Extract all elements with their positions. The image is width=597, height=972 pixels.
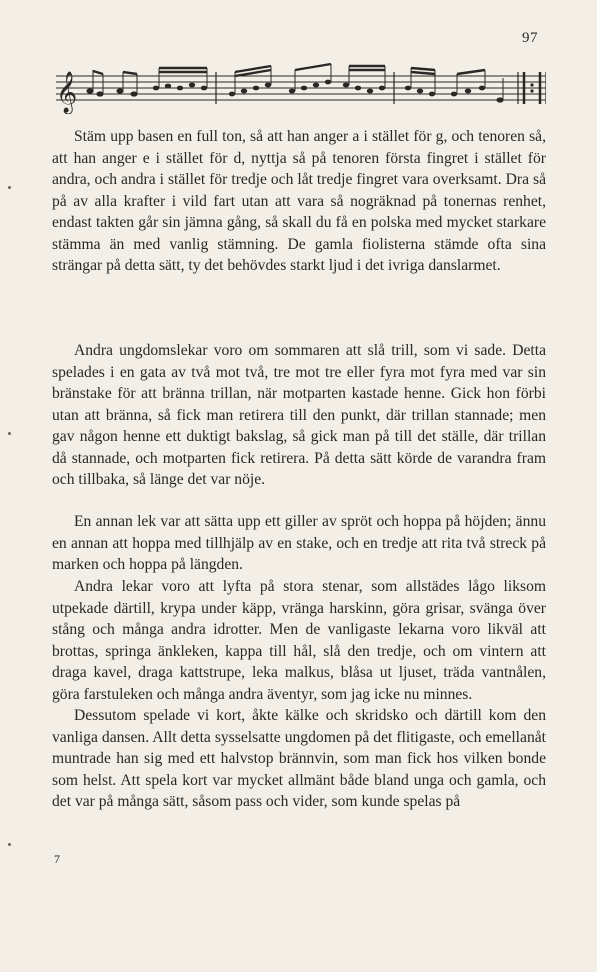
svg-text:𝄞: 𝄞: [56, 72, 78, 113]
page-number: 97: [522, 30, 538, 46]
paragraph-5: [52, 705, 546, 813]
paragraph-text: Andra lekar voro att lyfta på stora stenar, som allstädes lågo liksom utpekade därtill, krypa under käpp, vränga harskinn, göra grisar, svänga över stång och många andra idrotter. Men de vanligaste lekarna voro likväl att brottas, springa änkleken, kappa till hål, slå den tredje, och om vintern att draga kavel, draga kattstrupe, leka malkus, blåsa ut ljuset, träda vantnålen, göra farstuleken och många andra äventyr, som jag icke nu minnes.: [52, 578, 546, 703]
paragraph-text: En annan lek var att sätta upp ett giller av spröt och hoppa på höjden; ännu en annan att hoppa med tillhjälp av en stake, och en tredje att rita två streck på marken och hoppa på längden.: [52, 513, 546, 573]
signature-mark: 7: [54, 852, 60, 866]
margin-speck: [8, 432, 11, 435]
paragraph-text: Stäm upp basen en full ton, så att han anger a i stället för g, och tenoren så, att han anger e i stället för d, nyttja så på tenoren första fingret i stället för andra, och andra i stället för tredje och låt tredje fingret vara overksamt. Dra så på av alla krafter i vild fart utan att vara så nogräknad på tonernas renhet, endast takten går sin jämna gång, så skall du få en polska med mycket starkare stämma än med vanlig stämning. De gamla fiolisterna stämde ofta sina strängar på detta sätt, ty det behövdes starkt ljud i det ivriga danslarmet.: [52, 128, 546, 274]
paragraph-text: Andra ungdomslekar voro om sommaren att slå trill, som vi sade. Detta spelades i en gata av två mot två, tre mot tre eller fyra mot fyra med var sin bränstake för att bränna trillan, när motparten kastade henne. Gick hon förbi utan att bränna, så fick man retirera till den punkt, där trillan stannade; men gav någon henne ett duktigt bakslag, så gick man på till det ställe, där trillan då stannade, och motparten fick retirera. På detta sätt körde de varandra fram och tillbaka, så länge det var nöje.: [52, 342, 546, 488]
paragraph-text: Dessutom spelade vi kort, åkte kälke och skridsko och därtill kom den vanliga dansen. Allt detta sysselsatte ungdomen på det flitigaste, och emellanåt muntrade han sig med ett halvstop brännvin, som man fick hos vilken bonde som helst. Att spela kort var mycket allmänt både bland unga och gamla, och det var på många sätt, såsom pass och vider, som kunde spelas på: [52, 707, 546, 810]
music-staff-notation-icon: [56, 62, 546, 114]
paragraph-3: [52, 511, 546, 576]
margin-speck: [8, 843, 11, 846]
paragraph-4: [52, 576, 546, 705]
paragraph-1: [52, 126, 546, 277]
paragraph-2: [52, 340, 546, 491]
margin-speck: [8, 186, 11, 189]
